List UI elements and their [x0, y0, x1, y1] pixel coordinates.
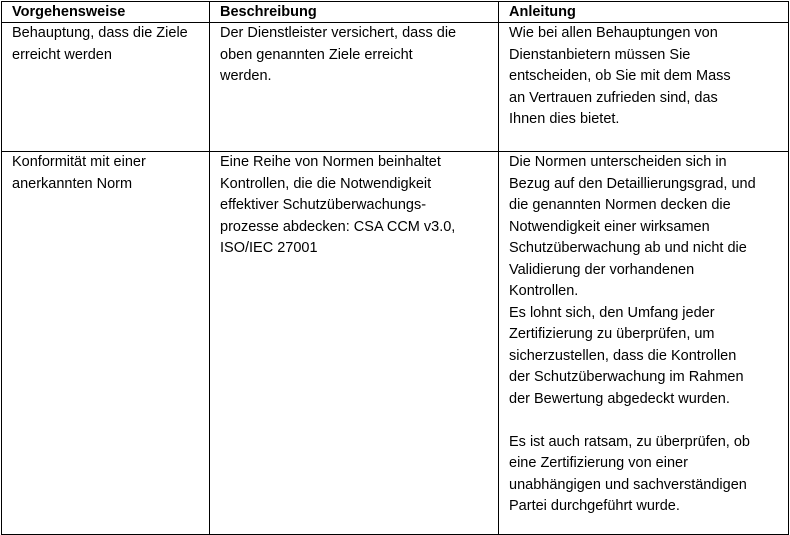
approach-cell: [2, 23, 210, 152]
guidance-table: [1, 1, 789, 535]
approach-cell: [2, 152, 210, 535]
approach-text: Behauptung, dass die Ziele erreicht werden: [12, 25, 188, 63]
guidance-cell: [499, 152, 789, 535]
description-text: Der Dienstleister versichert, dass die oben genannten Ziele erreicht werden.: [220, 25, 457, 84]
description-text: Eine Reihe von Normen beinhaltet Kontrollen, die die Notwendigkeit effektiver Schutzüberwachungs- prozesse abdecken: CSA CCM v3.0, ISO/IEC 27001: [220, 154, 456, 256]
approach-text: Konformität mit einer anerkannten Norm: [12, 154, 146, 192]
header-guidance: Anleitung: [499, 2, 789, 23]
description-cell: [210, 23, 499, 152]
guidance-text: Die Normen unterscheiden sich in Bezug auf den Detaillierungsgrad, und die genannten Normen decken die Notwendigkeit einer wirksamen Schutzüberwachung ab und nicht die Validierung der vorhandenen Kontrollen. Es lohnt sich, den Umfang jeder Zertifizierung zu überprüfen, um sicherzustellen, dass die Kontrollen der Schutzüberwachung im Rahmen der Bewertung abgedeckt wurden. Es ist auch ratsam, zu überprüfen, ob eine Zertifizierung von einer unabhängigen und sachverständigen Partei durchgeführt wurde.: [509, 154, 756, 514]
table-header-row: [2, 2, 789, 23]
table-row: [2, 152, 789, 535]
description-cell: [210, 152, 499, 535]
guidance-cell: [499, 23, 789, 152]
table-row: [2, 23, 789, 152]
header-description: Beschreibung: [210, 2, 499, 23]
guidance-text: Wie bei allen Behauptungen von Dienstanbietern müssen Sie entscheiden, ob Sie mit dem Mass an Vertrauen zufrieden sind, das Ihnen dies bietet.: [509, 25, 731, 127]
header-approach: Vorgehensweise: [2, 2, 210, 23]
